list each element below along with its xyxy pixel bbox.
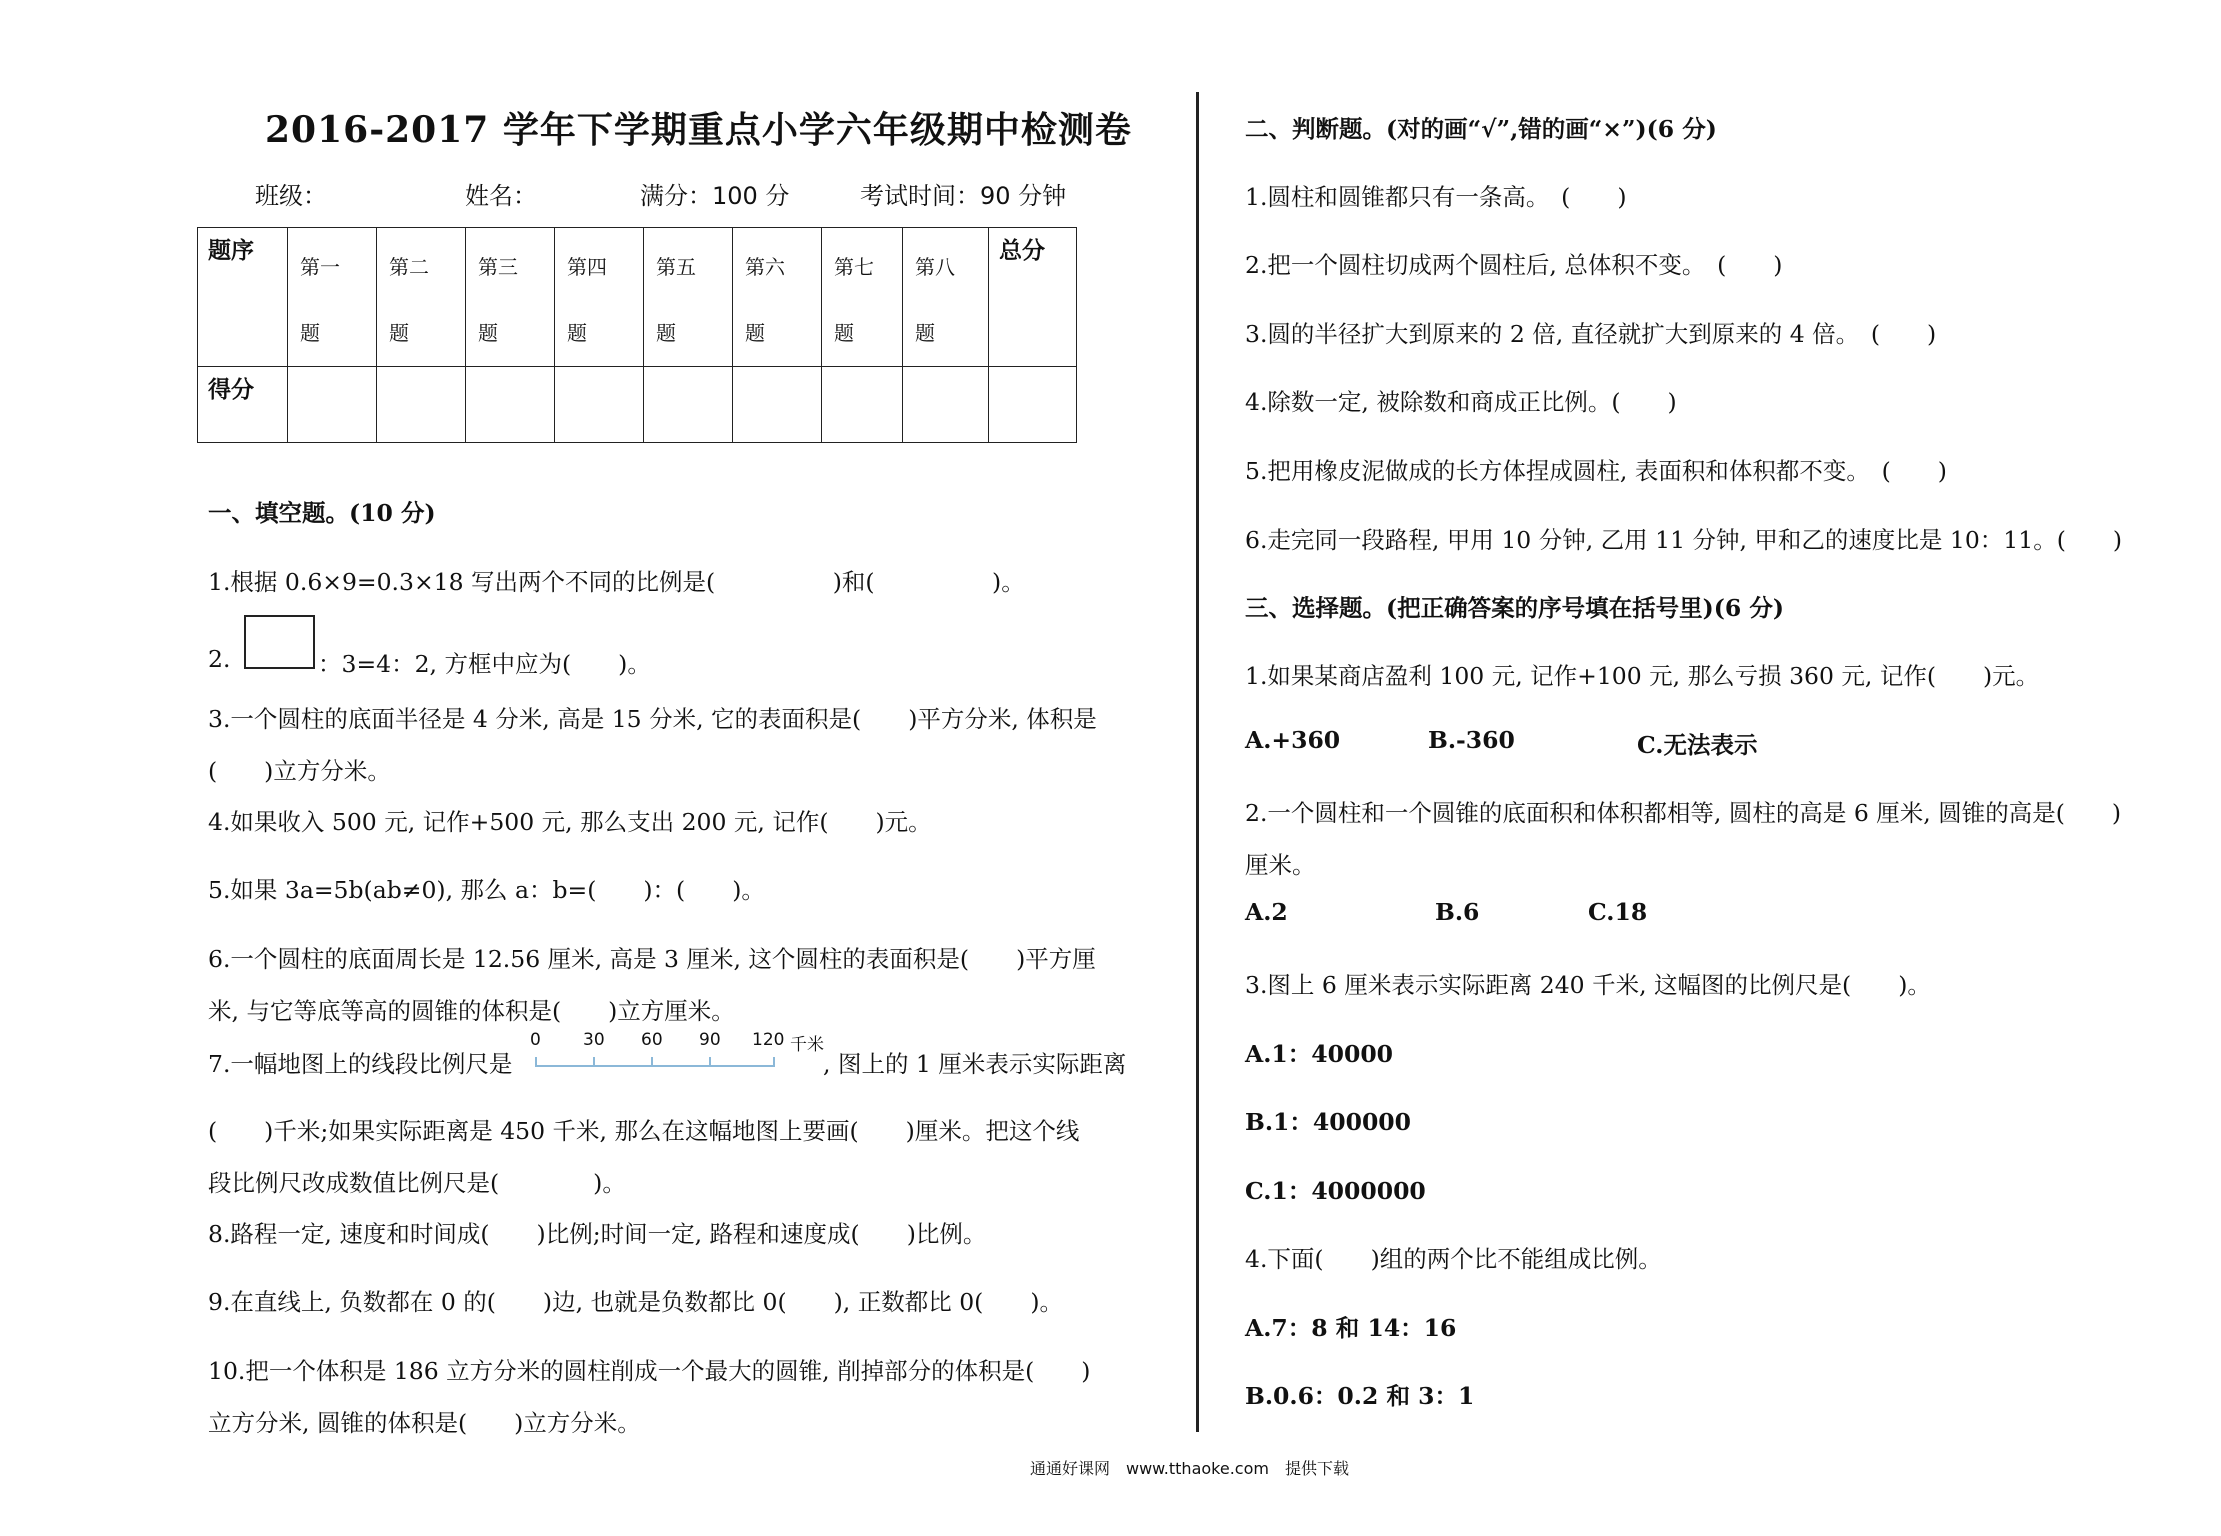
choice-q1-option-b: B.-360 (1428, 726, 1515, 754)
judge-q1: 1.圆柱和圆锥都只有一条高。 ( ) (1245, 183, 1627, 211)
judge-q5: 5.把用橡皮泥做成的长方体捏成圆柱, 表面积和体积都不变。 ( ) (1245, 457, 1947, 485)
fill-q10-line1: 10.把一个体积是 186 立方分米的圆柱削成一个最大的圆锥, 削掉部分的体积是( ) (208, 1357, 1091, 1385)
score-table-col: 第六 题 (745, 255, 785, 345)
score-cell[interactable] (822, 367, 903, 443)
fill-q6-line2: 米, 与它等底等高的圆锥的体积是( )立方厘米。 (208, 997, 735, 1025)
section-choice-title: 三、选择题。(把正确答案的序号填在括号里)(6 分) (1245, 594, 1785, 622)
judge-q6: 6.走完同一段路程, 甲用 10 分钟, 乙用 11 分钟, 甲和乙的速度比是 10：11。( ) (1245, 526, 2123, 554)
fill-q7-line3: 段比例尺改成数值比例尺是( )。 (208, 1169, 626, 1197)
full-score: 满分：100 分 (640, 182, 790, 210)
choice-q3-option-c: C.1：4000000 (1245, 1177, 1426, 1205)
ruler-unit: 千米 (790, 1035, 824, 1055)
answer-box (244, 615, 315, 669)
choice-q1-option-c: C.无法表示 (1637, 731, 1758, 759)
exam-time: 考试时间：90 分钟 (860, 182, 1067, 210)
fill-q5: 5.如果 3a=5b(ab≠0), 那么 a：b=( )：( )。 (208, 876, 765, 904)
choice-q2-option-b: B.6 (1435, 898, 1480, 926)
ruler-tick (593, 1057, 595, 1067)
score-table-col: 第五 题 (656, 255, 696, 345)
fill-q6-line1: 6.一个圆柱的底面周长是 12.56 厘米, 高是 3 厘米, 这个圆柱的表面积是( )平方厘 (208, 945, 1096, 973)
choice-q2-line2: 厘米。 (1245, 851, 1316, 879)
choice-q4-option-b: B.0.6：0.2 和 3：1 (1245, 1382, 1475, 1410)
score-cell[interactable] (903, 367, 989, 443)
score-table-col: 第四 题 (567, 255, 607, 345)
class-label: 班级： (255, 182, 327, 210)
fill-q7-start: 7.一幅地图上的线段比例尺是 (208, 1050, 513, 1078)
fill-q8: 8.路程一定, 速度和时间成( )比例;时间一定, 路程和速度成( )比例。 (208, 1220, 987, 1248)
choice-q1: 1.如果某商店盈利 100 元, 记作+100 元, 那么亏损 360 元, 记作( )元。 (1245, 662, 2040, 690)
ruler-label: 120 (752, 1030, 785, 1050)
choice-q4: 4.下面( )组的两个比不能组成比例。 (1245, 1245, 1662, 1273)
score-row-label: 得分 (208, 376, 254, 403)
footer-source: 通通好课网 www.tthaoke.com 提供下载 (1030, 1459, 1349, 1478)
page-title: 2016-2017 学年下学期重点小学六年级期中检测卷 (265, 109, 1132, 151)
choice-q2-option-c: C.18 (1588, 898, 1648, 926)
fill-q9: 9.在直线上, 负数都在 0 的( )边, 也就是负数都比 0( ), 正数都比 0( )。 (208, 1288, 1063, 1316)
score-cell[interactable] (644, 367, 733, 443)
section-judge-title: 二、判断题。(对的画“√”,错的画“×”)(6 分) (1245, 115, 1717, 143)
ruler-label: 60 (641, 1030, 663, 1050)
choice-q2-line1: 2.一个圆柱和一个圆锥的底面积和体积都相等, 圆柱的高是 6 厘米, 圆锥的高是( ) (1245, 799, 2122, 827)
score-cell[interactable] (733, 367, 822, 443)
name-label: 姓名： (465, 182, 537, 210)
score-table-total: 总分 (999, 237, 1045, 264)
fill-q3-line1: 3.一个圆柱的底面半径是 4 分米, 高是 15 分米, 它的表面积是( )平方分米, 体积是 (208, 705, 1097, 733)
ruler-tick (535, 1057, 537, 1067)
judge-q3: 3.圆的半径扩大到原来的 2 倍, 直径就扩大到原来的 4 倍。 ( ) (1245, 320, 1937, 348)
judge-q4: 4.除数一定, 被除数和商成正比例。( ) (1245, 388, 1677, 416)
fill-q3-line2: ( )立方分米。 (208, 757, 391, 785)
score-table-header: 题序 (208, 237, 254, 264)
score-cell[interactable] (989, 367, 1077, 443)
column-divider (1196, 92, 1199, 1432)
section-fill-title: 一、填空题。(10 分) (208, 499, 436, 527)
score-table-col: 第一 题 (300, 255, 340, 345)
choice-q3-option-b: B.1：400000 (1245, 1108, 1412, 1136)
score-table (197, 227, 1077, 443)
fill-q7-line2: ( )千米;如果实际距离是 450 千米, 那么在这幅地图上要画( )厘米。把这个线 (208, 1117, 1080, 1145)
choice-q2-option-a: A.2 (1245, 898, 1288, 926)
score-table-col: 第七 题 (834, 255, 874, 345)
fill-q2: ：3=4：2, 方框中应为( )。 (318, 650, 651, 678)
score-cell[interactable] (466, 367, 555, 443)
choice-q3-option-a: A.1：40000 (1245, 1040, 1394, 1068)
fill-q7-end: , 图上的 1 厘米表示实际距离 (823, 1050, 1127, 1078)
ruler-label: 30 (583, 1030, 605, 1050)
ruler-label: 90 (699, 1030, 721, 1050)
score-table-col: 第二 题 (389, 255, 429, 345)
fill-q2-number: 2. (208, 645, 231, 673)
scale-ruler (535, 1065, 775, 1067)
ruler-tick (651, 1057, 653, 1067)
ruler-tick (773, 1057, 775, 1067)
choice-q4-option-a: A.7：8 和 14：16 (1245, 1314, 1457, 1342)
judge-q2: 2.把一个圆柱切成两个圆柱后, 总体积不变。 ( ) (1245, 251, 1783, 279)
fill-q1: 1.根据 0.6×9=0.3×18 写出两个不同的比例是( )和( )。 (208, 568, 1025, 596)
fill-q10-line2: 立方分米, 圆锥的体积是( )立方分米。 (208, 1409, 641, 1437)
score-table-col: 第三 题 (478, 255, 518, 345)
score-cell[interactable] (377, 367, 466, 443)
choice-q3: 3.图上 6 厘米表示实际距离 240 千米, 这幅图的比例尺是( )。 (1245, 971, 1931, 999)
ruler-tick (709, 1057, 711, 1067)
score-table-col: 第八 题 (915, 255, 955, 345)
fill-q4: 4.如果收入 500 元, 记作+500 元, 那么支出 200 元, 记作( )元。 (208, 808, 932, 836)
score-cell[interactable] (555, 367, 644, 443)
score-cell[interactable] (288, 367, 377, 443)
ruler-label: 0 (530, 1030, 541, 1050)
choice-q1-option-a: A.+360 (1245, 726, 1341, 754)
